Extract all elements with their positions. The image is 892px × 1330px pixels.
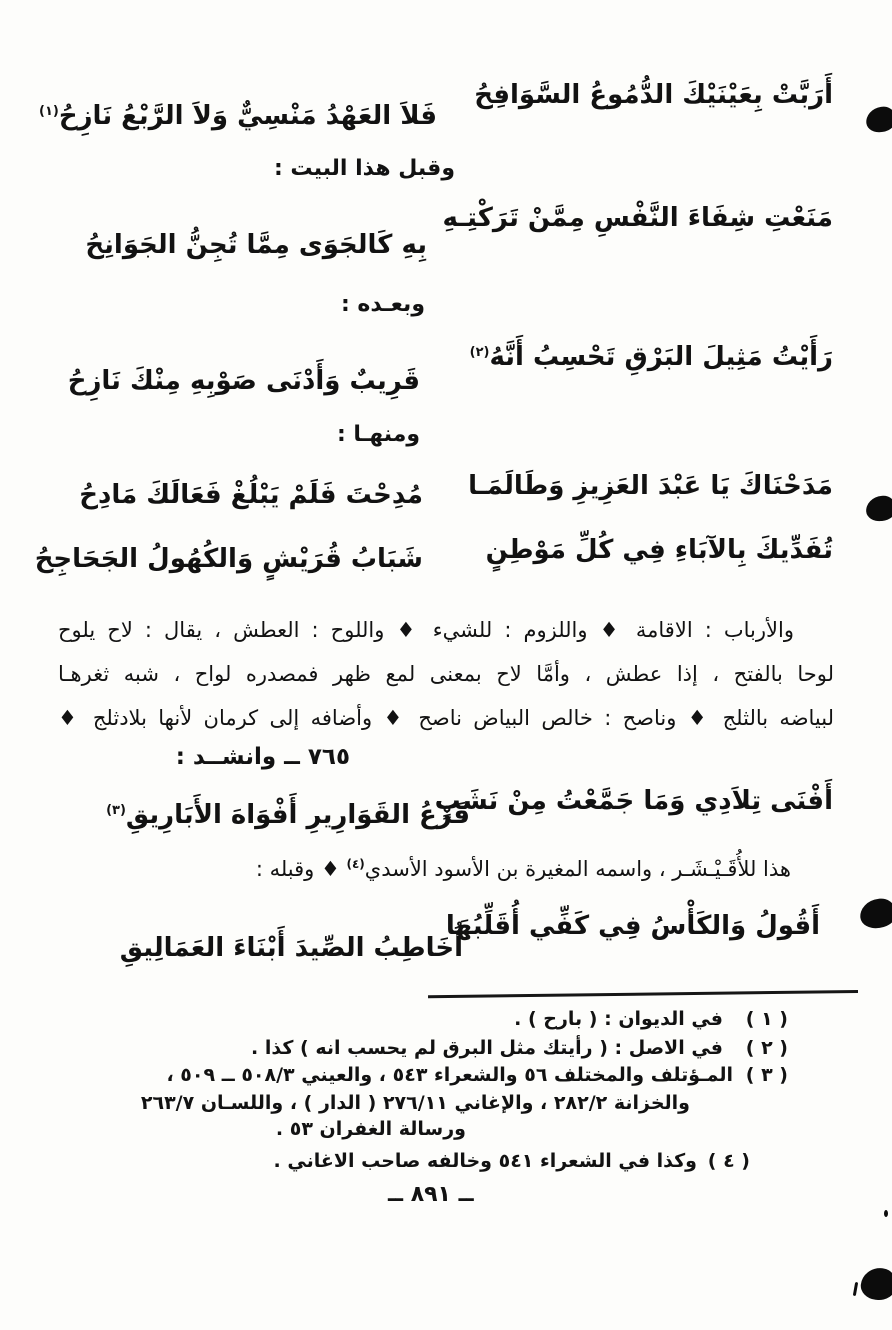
footnote-separator-rule bbox=[428, 990, 858, 998]
commentary-line-2: لوحا بالفتح ، إذا عطش ، وأمَّا لاح بمعنى لمع ظهر فمصدره لواح ، شبه ثغرهـا bbox=[58, 662, 834, 686]
verse-5-left-hemistich: شَبَابُ قُرَيْشٍ وَالكُهُولُ الجَحَاجِحُ bbox=[34, 544, 423, 574]
ink-blob-bottom bbox=[859, 1266, 892, 1301]
verse-6-left-hemistich bbox=[106, 800, 470, 830]
verse-4-right-hemistich: مَدَحْنَاكَ يَا عَبْدَ العَزِيزِ وَطَالَمَـا bbox=[468, 471, 833, 501]
attribution-text: هذا للأُقَـيْـشَـر ، واسمه المغيرة بن الأسود الأسدي bbox=[364, 857, 791, 881]
link-phrase-after-verse: وبعـده : bbox=[340, 292, 425, 317]
footnote-ref-1: (١) bbox=[39, 104, 59, 119]
footnote-3-line-1 bbox=[166, 1064, 733, 1086]
verse-1-left-text: فَلاَ العَهْدُ مَنْسِيٌّ وَلاَ الرَّبْعُ نَازِحُ bbox=[58, 101, 437, 131]
footnote-3-rest: ٥٦ والشعراء ٥٤٣ ، والعيني ٥٠٨/٣ ــ ٥٠٩ ، bbox=[166, 1064, 555, 1086]
verse-6-left-text: قَرْعُ القَوَارِيرِ أَفْوَاهَ الأَبَارِيقِ bbox=[125, 800, 470, 830]
footnote-3-line-3: ورسالة الغفران ٥٣ . bbox=[275, 1118, 466, 1140]
link-phrase-before-verse: وقبل هذا البيت : bbox=[273, 156, 455, 181]
commentary-paragraph bbox=[58, 608, 834, 740]
footnote-2-number: ( ٢ ) bbox=[745, 1037, 788, 1059]
footnote-4-number: ( ٤ ) bbox=[707, 1150, 750, 1172]
attribution-line bbox=[57, 857, 833, 881]
footnote-2-text bbox=[251, 1037, 723, 1059]
verse-6-right-hemistich: أَفْنَى تِلاَدِي وَمَا جَمَّعْتُ مِنْ نَشَبٍ bbox=[434, 786, 833, 816]
verse-1-left-hemistich bbox=[39, 101, 437, 131]
ink-speck bbox=[884, 1210, 888, 1217]
verse-1-right-hemistich: أَرَبَّتْ بِعَيْنَيْكَ الدُّمُوعُ السَّوَافِحُ bbox=[474, 80, 833, 110]
footnote-3-number: ( ٣ ) bbox=[745, 1064, 788, 1086]
verse-3-right-hemistich bbox=[470, 342, 833, 372]
ink-tick-mark bbox=[853, 1282, 858, 1296]
footnote-ref-2: (٢) bbox=[469, 345, 490, 360]
commentary-line-3: لبياضه بالثلج ♦ وناصح : خالص البياض ناصح ♦ وأضافه إلى كرمان لأنها بلادثلج ♦ bbox=[58, 706, 834, 730]
footnote-4-rest: وكذا في الشعراء ٥٤١ وخالفه صاحب الاغاني . bbox=[273, 1150, 697, 1172]
verse-3-left-hemistich: قَرِيبٌ وَأَدْنَى صَوْبِهِ مِنْكَ نَازِحُ bbox=[67, 366, 420, 396]
verse-3-right-text: رَأَيْتُ مَثِيلَ البَرْقِ تَحْسِبُ أَنَّهُ bbox=[489, 342, 833, 372]
verse-7-left-hemistich: أُخَاطِبُ الصِّيدَ أَبْنَاءَ العَمَالِيقِ bbox=[119, 933, 463, 963]
footnote-1-rest: ( بارح ) . bbox=[514, 1008, 605, 1030]
footnote-ref-3: (٣) bbox=[106, 803, 126, 818]
footnote-ref-4: (٤) bbox=[346, 857, 365, 871]
ink-blob-upper-middle bbox=[865, 495, 892, 523]
verse-5-right-hemistich: تُفَدِّيكَ بِالآبَاءِ فِي كُلِّ مَوْطِنٍ bbox=[485, 535, 833, 565]
footnote-3-lead: المـؤتلف والمختلف bbox=[554, 1064, 733, 1086]
entry-number-heading: ٧٦٥ ــ وانشــد : bbox=[175, 744, 350, 770]
verse-4-left-hemistich: مُدِحْتَ فَلَمْ يَبْلُغْ فَعَالَكَ مَادِحُ bbox=[79, 480, 423, 510]
ink-blob-lower-middle bbox=[858, 897, 892, 930]
footnote-3-line-2: والخزانة ٢٨٢/٢ ، والإغاني ٢٧٦/١١ ( الدار ) ، واللسـان ٢٦٣/٧ bbox=[140, 1092, 690, 1114]
footnote-2-lead: في الاصل : bbox=[614, 1037, 723, 1059]
footnote-1-number: ( ١ ) bbox=[745, 1008, 788, 1030]
commentary-line-1: والأرباب : الاقامة ♦ واللزوم : للشيء ♦ واللوح : العطش ، يقال : لاح يلوح bbox=[58, 618, 794, 642]
footnote-4-text bbox=[274, 1150, 697, 1172]
attribution-tail: ♦ وقبله : bbox=[255, 857, 347, 881]
verse-2-right-hemistich: مَنَعْتِ شِفَاءَ النَّفْسِ مِمَّنْ تَرَكْتِـهِ bbox=[442, 203, 833, 233]
page-number: ــ ٨٩١ ــ bbox=[388, 1182, 474, 1207]
ink-blob-top bbox=[864, 105, 892, 134]
footnote-1-lead: في الديوان : bbox=[604, 1008, 723, 1030]
verse-2-left-hemistich: بِهِ كَالجَوَى مِمَّا تُجِنُّ الجَوَانِحُ bbox=[85, 230, 427, 260]
footnote-2-rest: ( رأيتك مثل البرق لم يحسب انه ) كذا . bbox=[251, 1037, 615, 1059]
link-phrase-also: ومنهـا : bbox=[336, 422, 420, 447]
verse-7-right-hemistich: أَقُولُ وَالكَأْسُ فِي كَفِّي أُقَلِّبُهَا bbox=[445, 911, 820, 941]
footnote-1-text bbox=[514, 1008, 723, 1030]
